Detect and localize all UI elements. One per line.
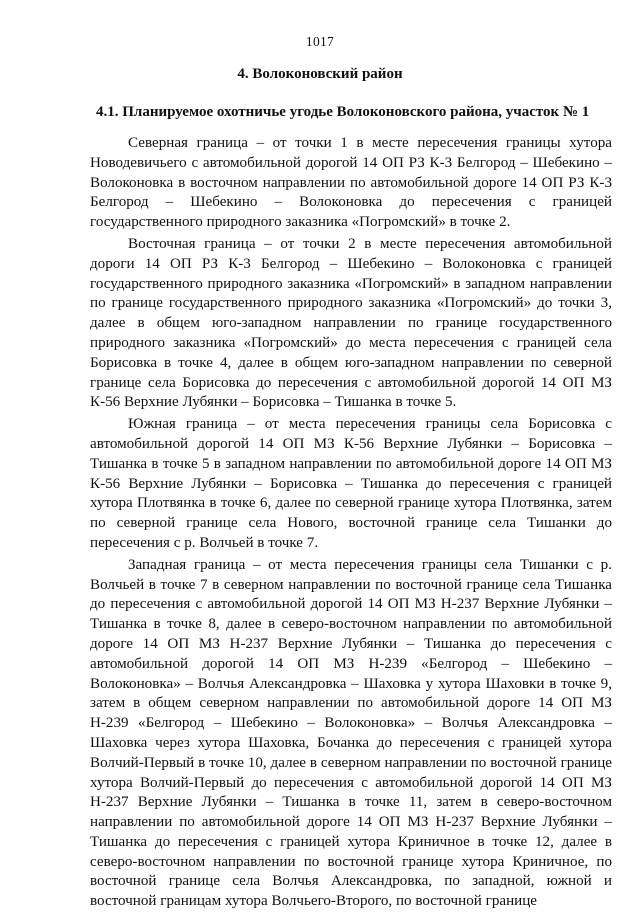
body-text xyxy=(90,134,612,912)
paragraph-eastern-border: Восточная граница – от точки 2 в месте пересечения автомобильной дороги 14 ОП РЗ К-3 Белгород – Шебекино – Волоконовка с границей государственного природного заказника «Погромский» в западном направлении по границе государственного природного заказника «Погромский» до точки 3, далее в общем юго-западном направлении по границе государственного природного заказника «Погромский» до места пересечения с границей села Борисовка в точке 4, далее в общем юго-западном направлении по северной границе села Борисовка до пересечения с автомобильной дорогой 14 ОП МЗ К-56 Верхние Лубянки – Борисовка – Тишанка в точке 5. xyxy=(90,235,612,411)
page-number: 1017 xyxy=(305,34,335,49)
section-title: 4. Волоконовский район xyxy=(237,66,403,82)
paragraph-western-border: Западная граница – от места пересечения границы села Тишанки с р. Волчьей в точке 7 в северном направлении по восточной границе села Тишанка до пересечения с автомобильной дорогой 14 ОП МЗ Н-237 Верхние Лубянки – Тишанка в точке 8, далее в северо-восточном направлении по автомобильной дороге 14 ОП МЗ Н-237 Верхние Лубянки – Тишанка до пересечения с автомобильной дорогой 14 ОП МЗ Н-239 «Белгород – Шебекино – Волоконовка» – Волчья Александровка – Шаховка у хутора Шаховки в точке 9, затем в общем северном направлении по автомобильной дороге 14 ОП МЗ Н-239 «Белгород – Шебекино – Волоконовка» – Волчья Александровка – Шаховка через хутора Шаховка, Бочанка до пересечения с границей хутора Волчий-Первый в точке 10, далее в северном направлении по восточной границе хутора Волчий-Первый до пересечения с автомобильной дорогой 14 ОП МЗ Н-237 Верхние Лубянки – Тишанка в точке 11, затем в северо-восточном направлении по автомобильной дороге 14 ОП МЗ Н-237 Верхние Лубянки – Тишанка до пересечения с границей хутора Криничное в точке 12, далее в северо-восточном направлении по восточной границе хутора Криничное, по восточной границе села Волчья Александровка, по западной, южной и восточной границам хутора Волчьего-Второго, по восточной границе xyxy=(90,556,612,910)
paragraph-southern-border: Южная граница – от места пересечения границы села Борисовка с автомобильной дорогой 14 ОП МЗ К-56 Верхние Лубянки – Борисовка – Тишанка в точке 5 в западном направлении по автомобильной дороге 14 ОП МЗ К-56 Верхние Лубянки – Борисовка – Тишанка до пересечения с границей хутора Плотвянка в точке 6, далее по северной границе хутора Плотвянка, затем по северной границе села Нового, восточной границе села Тишанки до пересечения с р. Волчьей в точке 7. xyxy=(90,416,612,551)
subsection-title: 4.1. Планируемое охотничье угодье Волоконовского района, участок № 1 xyxy=(96,104,590,120)
paragraph-northern-border: Северная граница – от точки 1 в месте пересечения границы хутора Новодевичьего с автомобильной дорогой 14 ОП РЗ К-3 Белгород – Шебекино – Волоконовка в восточном направлении по автомобильной дороге 14 ОП РЗ К-3 Белгород – Шебекино – Волоконовка до пересечения с границей государственного природного заказника «Погромский» в точке 2. xyxy=(90,135,612,231)
